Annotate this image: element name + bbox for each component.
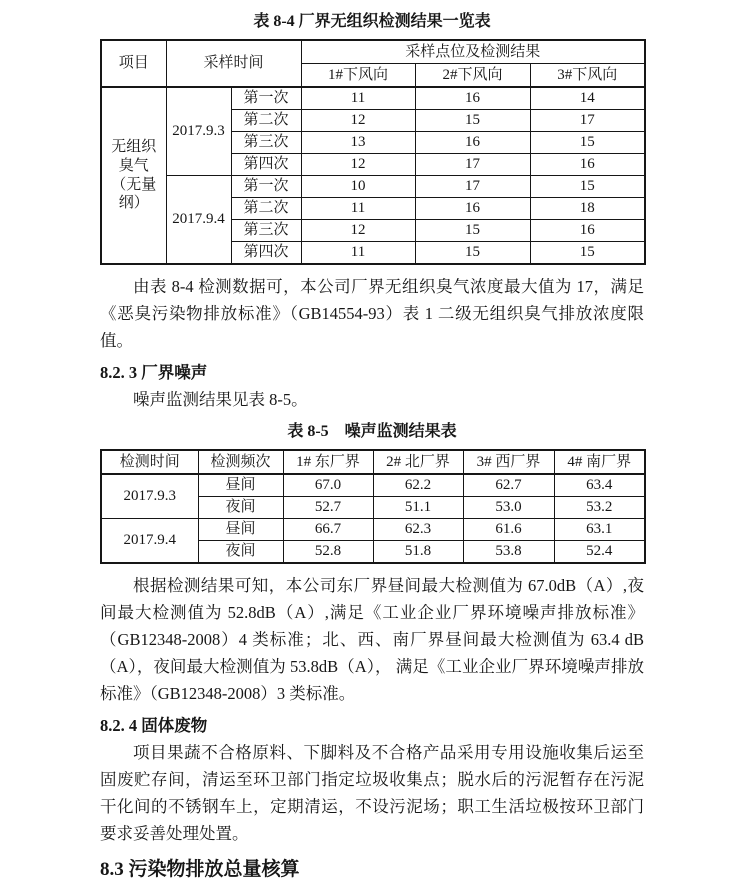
value-cell: 61.6 (463, 519, 554, 541)
date-cell: 2017.9.4 (101, 519, 198, 564)
value-cell: 67.0 (283, 474, 373, 497)
period-cell: 夜间 (198, 541, 283, 564)
table-row (101, 176, 645, 198)
column-header: 2# 北厂界 (373, 450, 463, 474)
value-cell: 15 (530, 176, 645, 198)
sequence-cell: 第二次 (231, 110, 301, 132)
value-cell: 51.1 (373, 497, 463, 519)
value-cell: 15 (530, 132, 645, 154)
table-row (101, 519, 645, 541)
value-cell: 52.8 (283, 541, 373, 564)
value-cell: 12 (301, 110, 415, 132)
table-8-4 (100, 39, 646, 265)
value-cell: 16 (415, 87, 530, 110)
heading-8-2-3: 8.2. 3 厂界噪声 (100, 363, 208, 382)
value-cell: 11 (301, 87, 415, 110)
paragraph-noise-conclusion: 根据检测结果可知，本公司东厂界昼间最大检测值为 67.0dB（A）,夜间最大检测值为 52.8dB（A）,满足《工业企业厂界环境噪声排放标准》（GB12348-2008）4 类标准；北、西、南厂界昼间最大检测值为 63.4 dB（A），夜间最大检测值为 53.8dB（A）， 满足《工业企业厂界环境噪声排放标准》（GB12348-2008）3 类标准。 (100, 576, 644, 703)
value-cell: 16 (415, 132, 530, 154)
value-cell: 11 (301, 242, 415, 265)
value-cell: 17 (415, 154, 530, 176)
value-cell: 63.1 (554, 519, 645, 541)
column-header: 检测频次 (198, 450, 283, 474)
value-cell: 17 (415, 176, 530, 198)
value-cell: 18 (530, 198, 645, 220)
paragraph-odor-conclusion: 由表 8-4 检测数据可，本公司厂界无组织臭气浓度最大值为 17，满足《恶臭污染物排放标准》（GB14554-93）表 1 二级无组织臭气排放浓度限值。 (100, 277, 644, 350)
value-cell: 62.2 (373, 474, 463, 497)
paragraph-noise-intro: 噪声监测结果见表 8-5。 (133, 390, 308, 409)
value-cell: 14 (530, 87, 645, 110)
table-row (101, 87, 645, 110)
value-cell: 16 (530, 154, 645, 176)
heading-8-2-4: 8.2. 4 固体废物 (100, 716, 208, 735)
value-cell: 63.4 (554, 474, 645, 497)
paragraph-solid-waste: 项目果蔬不合格原料、下脚料及不合格产品采用专用设施收集后运至固废贮存间，清运至环卫部门指定垃圾收集点；脱水后的污泥暂存在污泥干化间的不锈钢车上，定期清运，不设污泥场；职工生活垃极按环卫部门要求妥善处理处置。 (100, 743, 644, 843)
column-header: 采样点位及检测结果 (301, 40, 645, 64)
table-row (101, 450, 645, 474)
sequence-cell: 第一次 (231, 87, 301, 110)
table-8-4-caption: 表 8-4 厂界无组织检测结果一览表 (253, 13, 491, 30)
table-row (101, 40, 645, 64)
period-cell: 昼间 (198, 519, 283, 541)
value-cell: 52.7 (283, 497, 373, 519)
column-header: 采样时间 (166, 40, 301, 87)
value-cell: 62.7 (463, 474, 554, 497)
value-cell: 66.7 (283, 519, 373, 541)
column-header: 检测时间 (101, 450, 198, 474)
item-label-cell: 无组织臭气（无量纲） (101, 87, 166, 264)
table-8-5 (100, 449, 646, 564)
value-cell: 15 (415, 110, 530, 132)
table-8-5-caption: 表 8-5 噪声监测结果表 (287, 423, 457, 440)
value-cell: 51.8 (373, 541, 463, 564)
value-cell: 16 (415, 198, 530, 220)
sequence-cell: 第三次 (231, 132, 301, 154)
column-header: 3# 西厂界 (463, 450, 554, 474)
value-cell: 13 (301, 132, 415, 154)
date-cell: 2017.9.3 (101, 474, 198, 519)
value-cell: 12 (301, 154, 415, 176)
sequence-cell: 第一次 (231, 176, 301, 198)
value-cell: 12 (301, 220, 415, 242)
column-header: 1#下风向 (301, 64, 415, 88)
column-header: 3#下风向 (530, 64, 645, 88)
value-cell: 15 (415, 242, 530, 265)
value-cell: 15 (415, 220, 530, 242)
value-cell: 17 (530, 110, 645, 132)
column-header: 2#下风向 (415, 64, 530, 88)
value-cell: 53.2 (554, 497, 645, 519)
value-cell: 11 (301, 198, 415, 220)
sequence-cell: 第三次 (231, 220, 301, 242)
sequence-cell: 第二次 (231, 198, 301, 220)
column-header: 1# 东厂界 (283, 450, 373, 474)
sequence-cell: 第四次 (231, 154, 301, 176)
date-cell: 2017.9.4 (166, 176, 231, 265)
date-cell: 2017.9.3 (166, 87, 231, 176)
column-header: 项目 (101, 40, 166, 87)
period-cell: 夜间 (198, 497, 283, 519)
value-cell: 52.4 (554, 541, 645, 564)
sequence-cell: 第四次 (231, 242, 301, 265)
column-header: 4# 南厂界 (554, 450, 645, 474)
heading-8-3: 8.3 污染物排放总量核算 (100, 859, 300, 880)
period-cell: 昼间 (198, 474, 283, 497)
value-cell: 53.8 (463, 541, 554, 564)
value-cell: 15 (530, 242, 645, 265)
value-cell: 62.3 (373, 519, 463, 541)
value-cell: 16 (530, 220, 645, 242)
table-row (101, 474, 645, 497)
value-cell: 10 (301, 176, 415, 198)
value-cell: 53.0 (463, 497, 554, 519)
